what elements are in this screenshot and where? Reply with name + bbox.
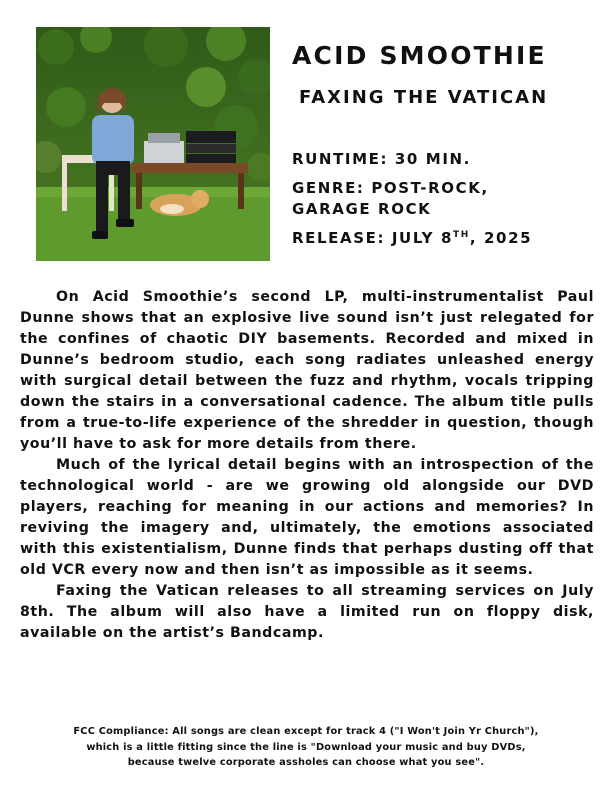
fcc-line-1: FCC Compliance: All songs are clean except for track 4 ("I Won't Join Yr Church"),: [73, 726, 539, 737]
album-title: FAXING THE VATICAN: [299, 87, 549, 108]
genre-line-1: GENRE: POST-ROCK,: [292, 178, 489, 197]
genre-line-2: GARAGE ROCK: [292, 200, 432, 218]
release-date-text: RELEASE: JULY 8: [292, 228, 453, 247]
album-metadata: [292, 149, 602, 249]
artist-name: ACID SMOOTHIE: [292, 41, 547, 70]
paragraph-release: Faxing the Vatican releases to all streaming services on July 8th. The album will also have a limited run on floppy disk, available on the artist’s Bandcamp.: [20, 583, 594, 641]
paragraph-lyrics: Much of the lyrical detail begins with an introspection of the technological world - are we growing old alongside our DVD players, reaching for meaning in our actions and memories? In reviving the imagery and, ultimately, the emotions associated with this existentialism, Dunne finds that perhaps dusting off that old VCR every now and then isn’t as impossible as it seems.: [20, 457, 594, 578]
release-date-ordinal: TH: [453, 229, 470, 240]
title-block: [292, 40, 592, 110]
runtime-line: RUNTIME: 30 MIN.: [292, 150, 471, 168]
release-year-text: , 2025: [469, 228, 533, 247]
press-release-body: [20, 287, 594, 644]
fcc-compliance-note: [12, 724, 600, 771]
paragraph-intro: On Acid Smoothie’s second LP, multi-instrumentalist Paul Dunne shows that an explosive live sound isn’t just relegated for the confines of chaotic DIY basements. Recorded and mixed in Dunne’s bedroom studio, each song radiates unleashed energy with surgical detail between the fuzz and rhythm, vocals tripping down the stairs in a conversational cadence. The album title pulls from a true-to-life experience of the shredder in question, though you’ll have to ask for more details from there.: [20, 289, 594, 452]
release-line: [292, 228, 602, 250]
fcc-line-2: which is a little fitting since the line is "Download your music and buy DVDs,: [86, 741, 526, 753]
album-promo-photo: [36, 27, 270, 261]
fcc-line-3: because twelve corporate assholes can choose what you see".: [127, 757, 485, 768]
